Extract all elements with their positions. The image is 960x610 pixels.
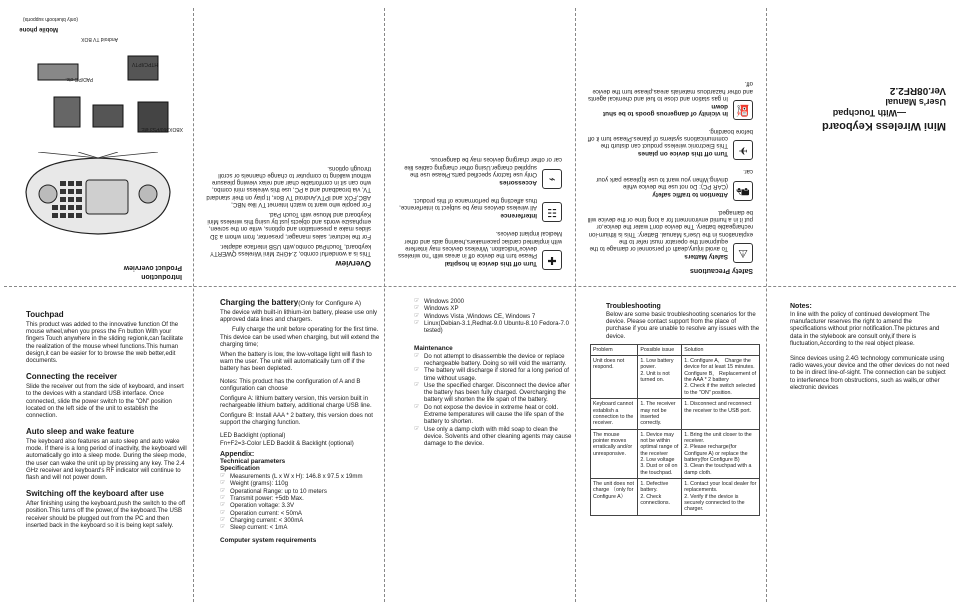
tech-params-title: Technical parameters <box>220 458 286 465</box>
panel-warnings <box>390 12 570 282</box>
fuel-pump-icon: ⛽ <box>733 100 753 120</box>
intro-title: Introduction <box>141 273 182 280</box>
spec-title: Specification <box>220 465 260 472</box>
table-cell: 1. The receiver may not be inserted correctly. <box>638 399 682 429</box>
table-cell: 1. Bring the unit closer to the receiver. 2. Please recharge(for Configure A) or replace the battery(for Configure B) 3. Clean the touchpad with a damp cloth. <box>682 429 760 478</box>
charger-icon: ⌁ <box>542 169 562 189</box>
table-row <box>591 356 760 399</box>
dangerous-goods-text: In gas station and close to fuel and chemical agents and other hazardous materials areas,please turn the device off. <box>588 80 753 102</box>
table-header: Solution <box>682 344 760 355</box>
airplane-icon: ✈ <box>733 140 753 160</box>
table-row <box>591 478 760 515</box>
panel-troubleshooting <box>590 300 760 600</box>
table-cell: The unit does not charge （only for Configure A） <box>591 478 638 515</box>
os-list <box>414 298 572 335</box>
panel-touchpad <box>26 306 188 606</box>
hospital-section <box>396 227 562 270</box>
fold-line-1 <box>193 8 194 602</box>
planes-title: Turn off this device on planes <box>637 150 728 158</box>
config-b-text: Configure B: Install AAA * 2 battery, this version does not support the charging function. <box>220 412 373 427</box>
notes-text-1: In line with the policy of continued development The manufacturer reserves the right to amend the specifications without prior notification.The pictures and data in the stylebook are consult only,if there is fluctuation,According to the real object please. <box>790 311 940 347</box>
overview-text-3: For people who want to watch Internet TV like NBC, ABC,FOX and IPTV,Android TV Box, It play on their standard TV, via broadband and a PC, use this wireless mini combo, who can sit in comfortable chair and relax viewing pleasure without walking to computer to change channels or scroll through options. <box>206 164 371 208</box>
troubleshooting-title: Troubleshooting <box>606 303 661 310</box>
charging-text-2: Fully charge the unit before operating for the first time. This device can be used when charging, but will extend the charging time; <box>220 326 380 348</box>
dangerous-goods-title: In vicinity of dangerous goods to be shut down <box>603 102 728 117</box>
touchpad-title: Touchpad <box>26 310 64 319</box>
hospital-title: Turn off this device in hospital <box>444 260 537 267</box>
os-item: ☞ Linux(Debian-3.1,Redhat-9.0 Ubuntu-8.10 Fedora-7.0 tested) <box>414 320 572 335</box>
hospital-cross-icon: ✚ <box>542 250 562 270</box>
charging-title-text: Charging the battery <box>220 298 299 307</box>
table-cell: Unit does not respond. <box>591 356 638 399</box>
device-label-mobile: Mobile phone <box>19 26 58 32</box>
spec-list <box>220 473 380 532</box>
panel-maintenance <box>414 298 572 598</box>
accessories-text: Only use factory specified parts.Please use the supplied charger.Using other charging cables like car or other charging devices may be dangerous. <box>404 156 562 178</box>
spec-item: ☞ Operation current: < 50mA <box>220 510 380 517</box>
os-item: ☞ Windows Vista ,Windows CE, Windows 7 <box>414 313 572 320</box>
table-row <box>591 429 760 478</box>
maintenance-title: Maintenance <box>414 344 453 352</box>
cover-version: Ver.08RF2.2 <box>889 84 946 96</box>
charging-text-1: The device with built-in lithium-ion battery, please use only approved data lines and chargers. <box>220 309 378 324</box>
panel-introduction <box>8 12 188 282</box>
accessories-title: Accessories <box>499 178 537 186</box>
notes-text-2: Since devices using 2.4G technology communicate using radio waves,your device and the other devices do not need to be in direct line-of-sight. The connection can be subject to interference from obstructions, such as walls,or other electronic devices <box>790 354 950 391</box>
panel-safety <box>581 12 761 282</box>
keyboard-illustration <box>18 152 178 252</box>
accessories-section <box>396 153 562 189</box>
maintenance-item: ☞ Do not expose the device in extreme heat or cold. Extreme temperatures will cause the life span of the battery to shorten. <box>414 404 572 426</box>
table-cell: 1. Defective battery. 2. Check connections. <box>638 478 682 515</box>
safety-matters-text: To avoid injury,death of personnel or damage to the equipment the operator must refer to the explanations in the User's Manual. Battery: This is lithium-ion rechargeable battery. The device don't water the device,or put it in a humid environment for a long time or the device will be damaged. <box>587 209 753 252</box>
intro-subtitle: Product overview <box>123 264 182 271</box>
table-cell: 1. Contact your local dealer for replacements. 2. Verify if the device is securely connected to the charger. <box>682 478 760 515</box>
safety-matters-title: Safety Matters <box>684 253 728 260</box>
sleep-title: Auto sleep and wake feature <box>26 427 135 437</box>
troubleshooting-intro: Below are some basic troubleshooting scenarios for the device. Please contact support from the place of purchase if you are unable to resolve any issues with the device. <box>606 311 760 340</box>
device-label-xbox: XBOX360/PS3 etc. <box>140 126 183 132</box>
panel-charging <box>220 298 380 598</box>
safety-title: Safety Precautions <box>689 267 753 274</box>
spec-item: ☞ Sleep current: < 1mA <box>220 524 380 531</box>
charging-title-note: (Only for Configure A) <box>298 300 362 307</box>
notes-title: Notes: <box>790 303 812 310</box>
maintenance-item: ☞ Use only a damp cloth with mild soap to clean the device. Solvents and other cleaning agents may cause damage to the device. <box>414 426 572 448</box>
charging-title <box>220 298 380 307</box>
overview-title: Overview <box>335 259 371 268</box>
spec-item: ☞ Weight (grams): 110g <box>220 480 380 487</box>
panel-cover <box>772 12 952 282</box>
maintenance-item: ☞ The battery will discharge if stored for a long period of time without usage. <box>414 367 572 382</box>
interference-text: All wireless devices may be subject to interference, thus affecting the performance of this product. <box>399 197 537 212</box>
device-label-tvbox: Android TV BOX <box>81 36 118 42</box>
hospital-text: Please turn the device off in areas with "no wireless device"indication. Wireless devices may interfere with implanted cardiac pacemakers,hearing aids and other Medical implant devices. <box>398 230 562 259</box>
device-label-note: (only bluetooth supports) <box>22 16 78 22</box>
fold-line-2 <box>384 8 385 602</box>
device-label-pad: PAD/PC etc. <box>65 76 93 82</box>
switch-off-title: Switching off the keyboard after use <box>26 489 164 499</box>
maintenance-list <box>414 353 572 448</box>
led-text: Fn+F2=3-Color LED Backlit & Backlight (optional) <box>220 439 354 447</box>
traffic-section <box>587 165 753 201</box>
overview-text-1: This is a wonderful combo, 2.4GHz Mini Wireless QWERTY keyboard, TouchPad combo,with USB interface adapter. <box>210 242 371 257</box>
planes-section <box>587 125 753 161</box>
overview-text-2: For the lecturer, sales manager, presenter, from whom a 3D slides make a presentation and options, write on the screen, emphasize words and objects just by using this wireless Mini Keyboard and Mouse with Touch Pad. <box>207 211 371 240</box>
fold-line-4 <box>766 8 767 602</box>
os-item: ☞ Windows 2000 <box>414 298 572 305</box>
cover-subtitle: User's Manual <box>885 97 946 107</box>
table-row <box>591 399 760 429</box>
sleep-text: The keyboard also features an auto sleep and auto wake mode. If there is a long period of inactivity, the keyboard will automatically go into a sleep mode. During the sleep mode, the user can wake the unit up by pressing any key. The 2.4 GHz receiver and keyboard's RF indicator will continue to flash and will not power down. <box>26 438 187 481</box>
sysreq-title: Computer system requirements <box>220 536 317 544</box>
car-icon: ⛟ <box>733 181 753 201</box>
charging-text-3: When the battery is low, the low-voltage light will flash to warn the user. The unit will automatically turn off if the battery has been depleted. <box>220 350 372 373</box>
safety-matters-section <box>587 206 753 263</box>
table-cell: The mouse pointer moves erratically and/or unresponsive. <box>591 429 638 478</box>
interference-section <box>396 194 562 222</box>
interference-title: Interference <box>500 212 537 220</box>
table-header-row <box>591 344 760 355</box>
touchpad-text: This product was added to the innovative function Of the mouse wheel,when you press the Fn button With your fingers Touch anywhere in the sliding regionk,can facilitate the realization of the mouse wheel functions.This human design,it can be easier for to browse the web better,edit documents. <box>26 321 184 364</box>
cover-title-2: —With Touchpad <box>832 108 906 119</box>
spec-item: ☞ Charging current: < 300mA <box>220 517 380 524</box>
planes-text: This Electronic wireless product can disturb the communications systems of planes.Please turn it off before boarding. <box>587 127 753 150</box>
cover-title: Mini Wireless Keyboard <box>822 120 946 132</box>
table-cell: 1. Configure A， Charge the device for at least 15 minutes. Configure B， Replacement of the AAA * 2 battery 2. Check if the switch selected to the "ON" position. <box>682 356 760 399</box>
table-header: Possible issue <box>638 344 682 355</box>
table-cell: 1. Disconnect and reconnect the receiver to the USB port. <box>682 399 760 429</box>
spec-item: ☞ Measurements (L x W x H): 146.8 x 97.5 x 19mm <box>220 473 380 480</box>
panel-notes <box>790 300 950 600</box>
panel-overview <box>199 12 379 282</box>
traffic-text: (CAR PC): Do not use the device while driving.When you want to use it(please park your car. <box>596 168 753 190</box>
maintenance-item: ☞ Use the specified charger. Disconnect the device after the battery has been fully charged. Overcharging the battery will shorten the life span of the battery. <box>414 382 572 404</box>
dangerous-goods-section <box>587 77 753 120</box>
switch-off-text: After finishing using the keyboard,push the switch to the off position.This turns off the power,of the keyboard.The USB receiver should be plugged out from the PC and then inserted back in the keyboard so it is being kept safely. <box>26 500 186 529</box>
interference-icon: ☷ <box>542 202 562 222</box>
config-a-text: Configure A: lithium battery version, this version built in rechargeable lithium battery, additional charge USB line. <box>220 394 372 410</box>
warning-triangle-icon: ⚠ <box>733 243 753 263</box>
table-cell: 1. Low battery power. 2. Unit is not turned on. <box>638 356 682 399</box>
traffic-title: Attention to traffic safety <box>652 190 728 198</box>
spec-item: ☞ Operation voltage: 3.3V <box>220 502 380 509</box>
maintenance-item: ☞ Do not attempt to disassemble the device or replace rechargeable battery. Doing so will void the warranty. <box>414 353 572 368</box>
receiver-title: Connecting the receiver <box>26 372 118 382</box>
troubleshooting-table <box>590 344 760 516</box>
config-notes: Notes: This product has the configuration of A and B configuration can choose <box>220 377 361 392</box>
spec-item: ☞ Transmit power: +5db Max. <box>220 495 380 502</box>
spec-item: ☞ Operational Range: up to 10 meters <box>220 488 380 495</box>
fold-line-3 <box>575 8 576 602</box>
led-title: LED Backlight (optional) <box>220 431 286 439</box>
table-cell: Keyboard cannot establish a connection to the receiver. <box>591 399 638 429</box>
receiver-text: Slide the receiver out from the side of keyboard, and insert to the devices with a standard USB interface. Once connected, slide the power switch to the "ON" position located on the left side of the unit to establish the connection. <box>26 383 184 419</box>
table-cell: 1. Device may not be within optimal range of the receiver 2. Low voltage 3. Dust or oil on the touchpad. <box>638 429 682 478</box>
appendix-title: Appendix: <box>220 451 255 458</box>
table-header: Problem <box>591 344 638 355</box>
os-item: ☞ Windows XP <box>414 305 572 312</box>
fold-line-horizontal <box>4 286 956 287</box>
device-label-htpc: HTPC/IPTV <box>131 61 158 67</box>
